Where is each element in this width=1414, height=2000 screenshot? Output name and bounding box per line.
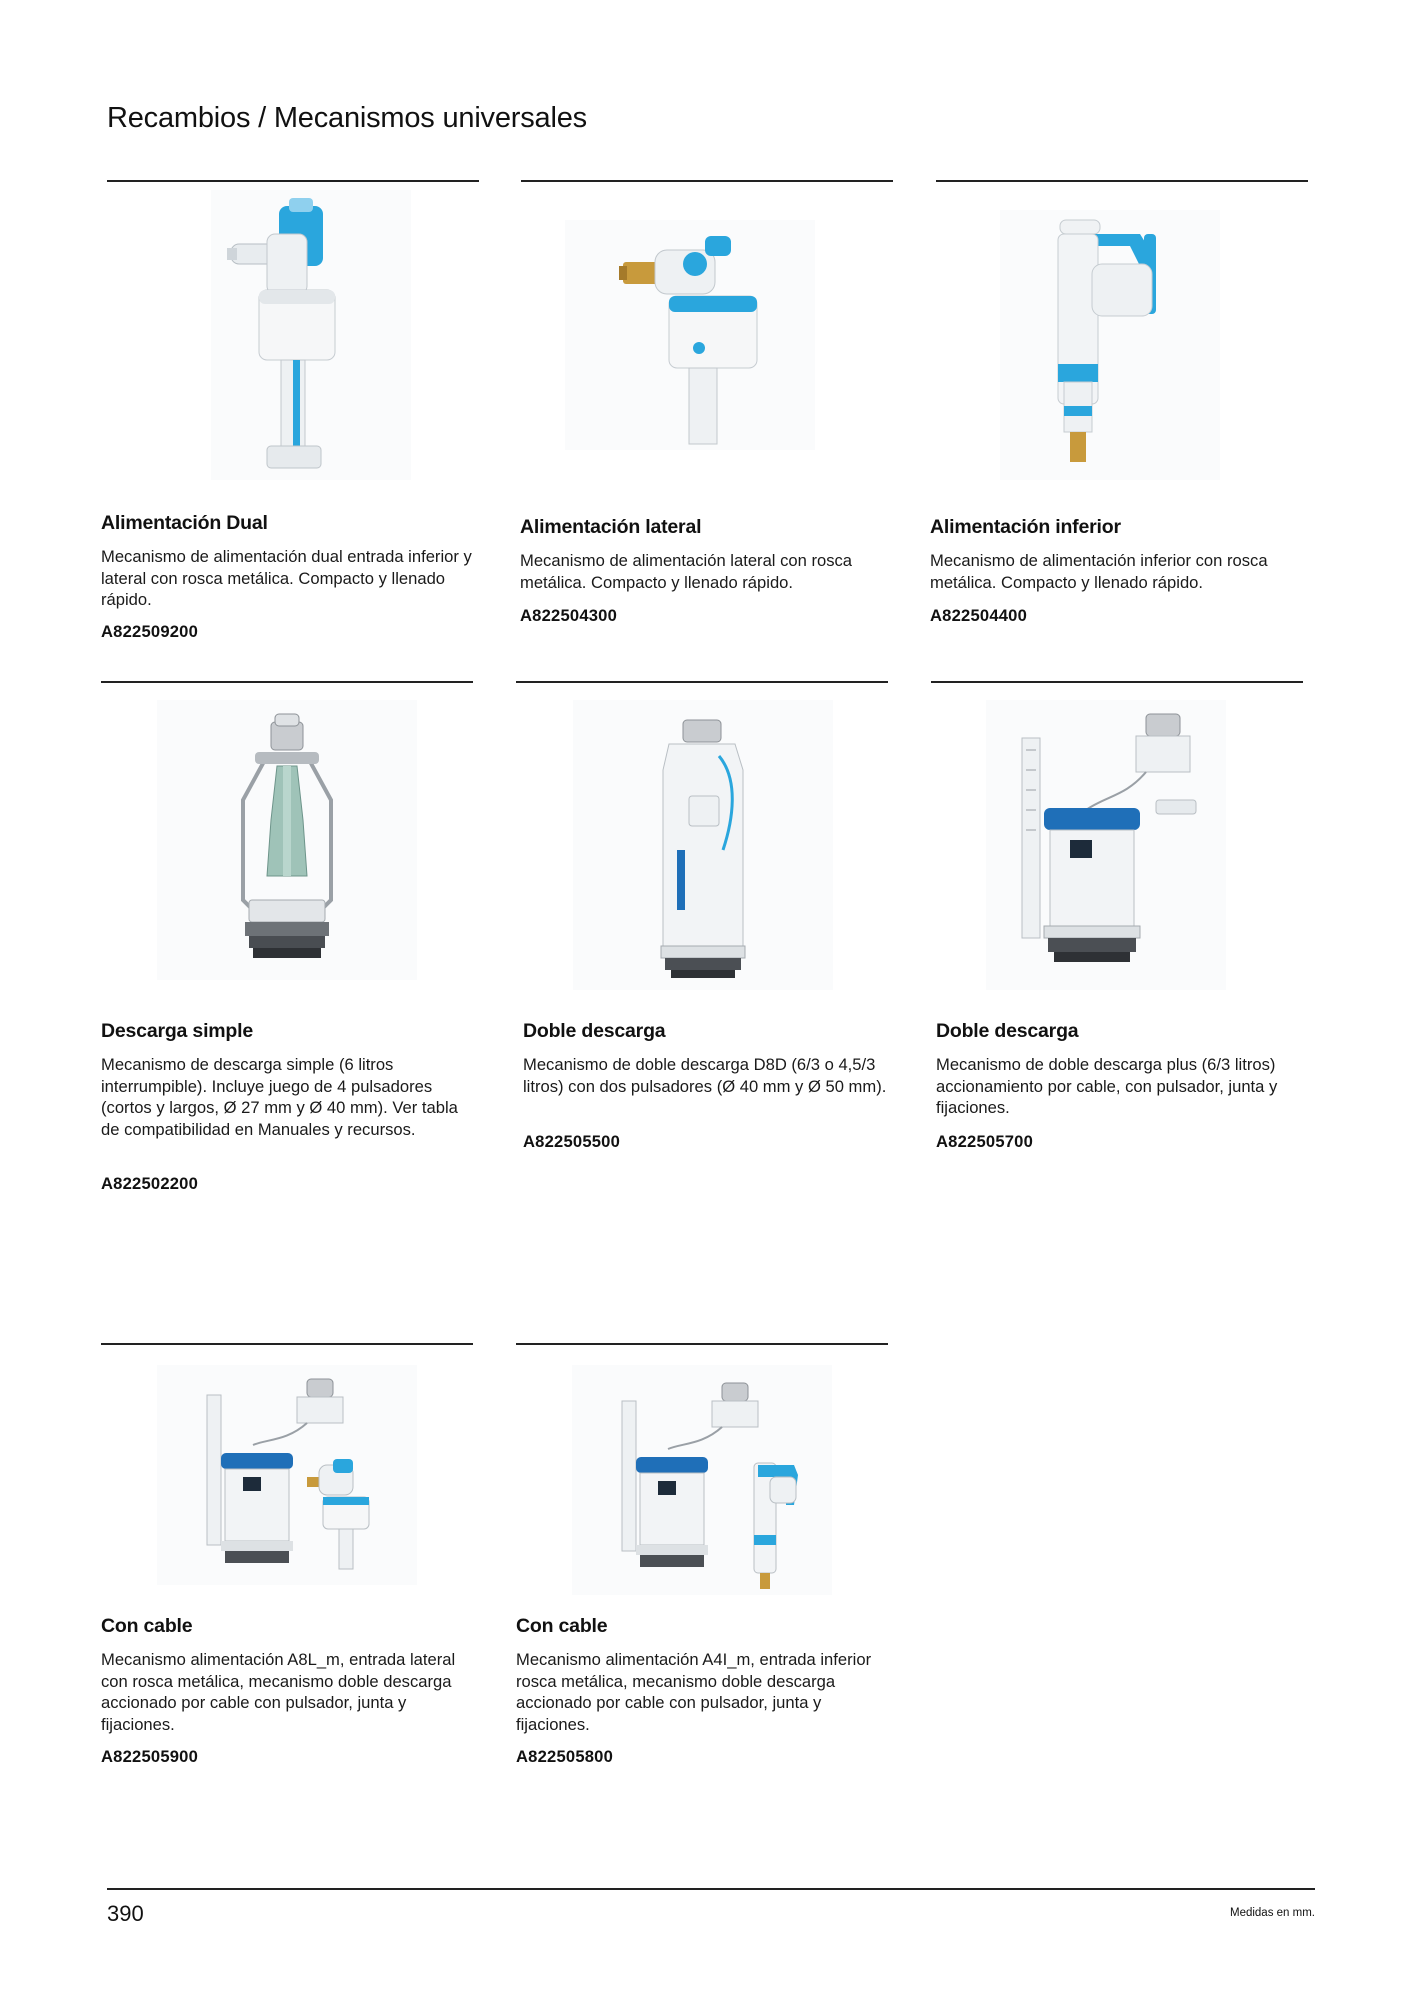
product-card [101,700,481,1200]
side-fill-valve-image [520,220,860,450]
product-code: A822505800 [516,1747,614,1766]
divider [107,180,479,182]
product-code: A822505900 [101,1747,199,1766]
product-card [936,700,1316,1200]
product-title: Alimentación inferior [930,516,1121,538]
dual-fill-valve-image [121,190,481,480]
product-code: A822504300 [520,606,618,625]
product-title: Alimentación lateral [520,516,702,538]
product-description: Mecanismo alimentación A4I_m, entrada inferior rosca metálica, mecanismo doble descarga accionado por cable con pulsador, junta y fijaciones. [516,1650,872,1734]
product-title: Doble descarga [523,1020,666,1042]
cable-kit-side-image [101,1365,473,1585]
product-code: A822504400 [930,606,1028,625]
product-card [101,190,481,650]
dual-flush-valve-image [523,700,883,990]
product-description: Mecanismo de descarga simple (6 litros interrumpible). Incluye juego de 4 pulsadores (cortos y largos, Ø 27 mm y Ø 40 mm). Ver tabla de compatibilidad en Manuales y recursos. [101,1055,458,1139]
divider [101,681,473,683]
product-description: Mecanismo de alimentación lateral con rosca metálica. Compacto y llenado rápido. [520,551,853,592]
product-card [101,1365,481,1785]
divider [516,1343,888,1345]
product-code: A822509200 [101,622,199,641]
divider [931,681,1303,683]
footer-divider [107,1888,1315,1890]
single-flush-valve-image [101,700,473,980]
product-title: Con cable [516,1615,608,1637]
product-title: Alimentación Dual [101,512,268,534]
product-card [523,700,903,1200]
product-description: Mecanismo de alimentación inferior con rosca metálica. Compacto y llenado rápido. [930,551,1268,592]
cable-dual-flush-image [936,700,1276,990]
product-code: A822502200 [101,1174,199,1193]
product-description: Mecanismo de alimentación dual entrada inferior y lateral con rosca metálica. Compacto y llenado rápido. [101,547,472,609]
divider [516,681,888,683]
divider [521,180,893,182]
product-code: A822505500 [523,1132,621,1151]
bottom-fill-valve-image [930,210,1290,480]
page-number: 390 [107,1901,144,1926]
product-title: Con cable [101,1615,193,1637]
product-title: Descarga simple [101,1020,254,1042]
cable-kit-bottom-image [516,1365,888,1595]
product-description: Mecanismo de doble descarga plus (6/3 litros) accionamiento por cable, con pulsador, junta y fijaciones. [936,1055,1278,1117]
product-code: A822505700 [936,1132,1034,1151]
product-card [516,1365,896,1785]
product-description: Mecanismo alimentación A8L_m, entrada lateral con rosca metálica, mecanismo doble descarga accionado por cable con pulsador, junta y fijaciones. [101,1650,456,1734]
product-title: Doble descarga [936,1020,1079,1042]
divider [936,180,1308,182]
page-title: Recambios / Mecanismos universales [107,102,587,134]
footer-note: Medidas en mm. [1229,1907,1315,1919]
divider [101,1343,473,1345]
product-description: Mecanismo de doble descarga D8D (6/3 o 4,5/3 litros) con dos pulsadores (Ø 40 mm y Ø 50 mm). [523,1055,887,1096]
product-card [520,190,900,650]
product-card [930,190,1310,650]
